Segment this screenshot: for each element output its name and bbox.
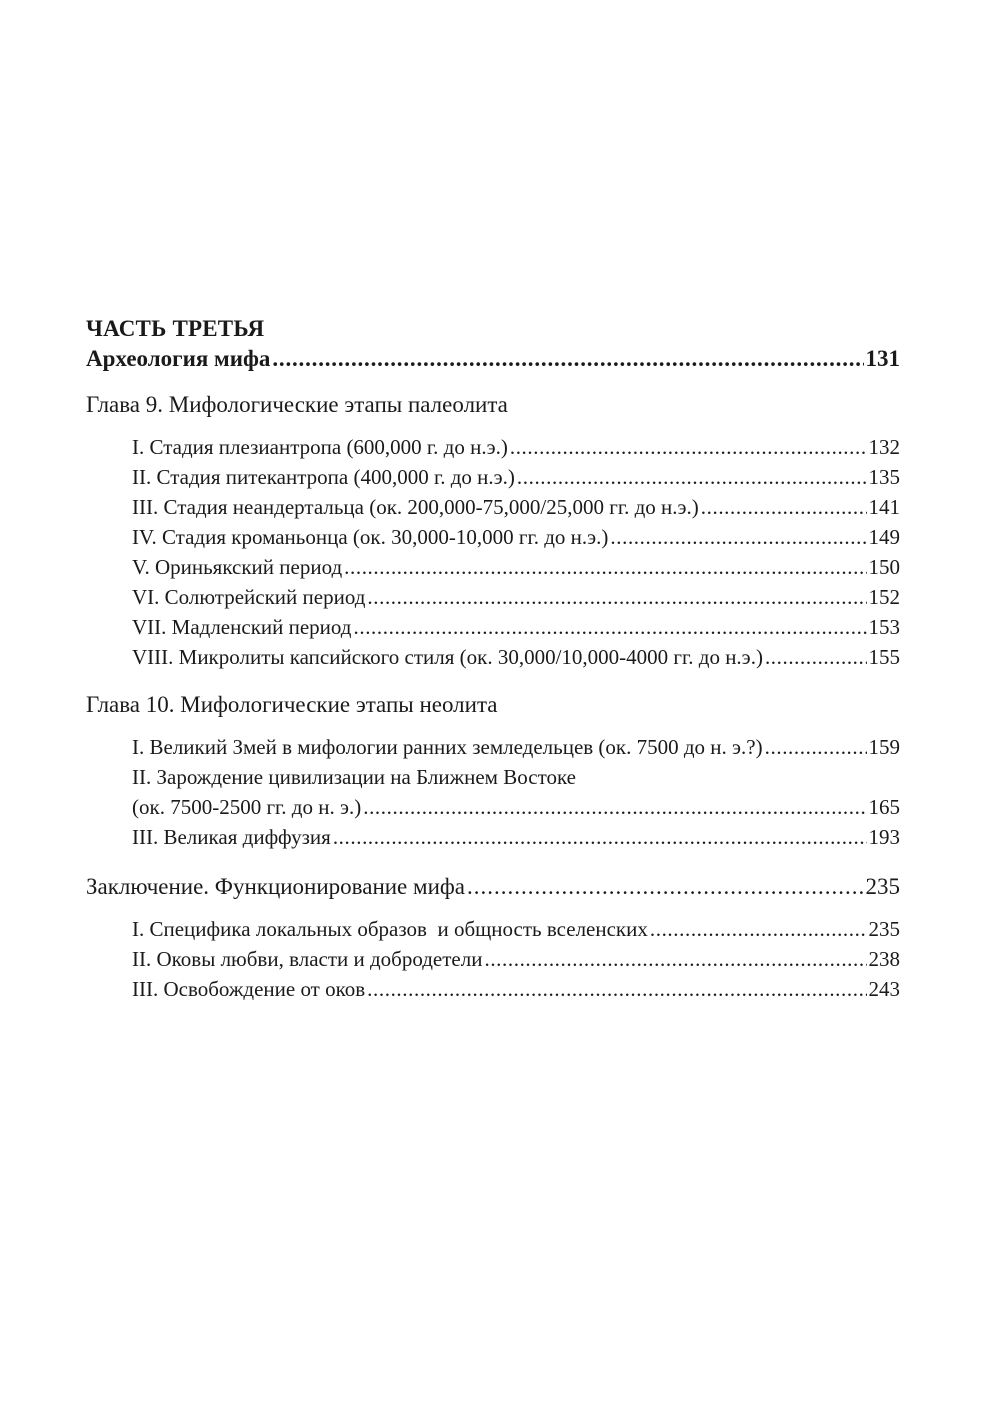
dot-leader bbox=[333, 822, 867, 852]
dot-leader bbox=[354, 612, 867, 642]
dot-leader bbox=[510, 432, 867, 462]
entry-title: II. Стадия питекантропа (400,000 г. до н.э.) bbox=[132, 465, 515, 489]
toc-entry bbox=[132, 732, 900, 762]
entry-title: III. Освобождение от оков bbox=[132, 977, 366, 1001]
toc-entry bbox=[132, 822, 900, 852]
entry-page: 153 bbox=[868, 615, 900, 639]
toc-entry bbox=[132, 522, 900, 552]
part-title-line bbox=[86, 344, 900, 374]
conclusion-title-line bbox=[86, 872, 900, 902]
chapter-9-sections bbox=[132, 432, 900, 672]
toc-entry bbox=[132, 432, 900, 462]
conclusion-page: 235 bbox=[865, 874, 900, 899]
table-of-contents bbox=[86, 314, 900, 1004]
entry-title-line-1: II. Зарождение цивилизации на Ближнем Востоке bbox=[132, 765, 576, 789]
entry-title: III. Великая диффузия bbox=[132, 825, 331, 849]
conclusion-sections bbox=[132, 914, 900, 1004]
dot-leader bbox=[701, 492, 867, 522]
chapter-9-title: Глава 9. Мифологические этапы палеолита bbox=[86, 392, 508, 417]
entry-page: 152 bbox=[868, 585, 900, 609]
entry-page: 135 bbox=[868, 465, 900, 489]
dot-leader bbox=[765, 732, 867, 762]
dot-leader bbox=[344, 552, 866, 582]
entry-title-line-2: (ок. 7500-2500 гг. до н. э.) bbox=[132, 795, 362, 819]
dot-leader bbox=[363, 792, 866, 822]
toc-entry bbox=[132, 792, 900, 822]
chapter-10-title: Глава 10. Мифологические этапы неолита bbox=[86, 692, 498, 717]
entry-title: VIII. Микролиты капсийского стиля (ок. 30,000/10,000-4000 гг. до н.э.) bbox=[132, 645, 763, 669]
entry-page: 238 bbox=[868, 947, 900, 971]
toc-entry bbox=[132, 462, 900, 492]
toc-entry bbox=[132, 642, 900, 672]
entry-page: 243 bbox=[868, 977, 900, 1001]
entry-page: 149 bbox=[868, 525, 900, 549]
dot-leader bbox=[467, 872, 864, 902]
entry-title: III. Стадия неандертальца (ок. 200,000-75,000/25,000 гг. до н.э.) bbox=[132, 495, 699, 519]
part-page: 131 bbox=[865, 346, 900, 371]
dot-leader bbox=[650, 914, 867, 944]
toc-entry bbox=[132, 492, 900, 522]
part-title: Археология мифа bbox=[86, 346, 271, 371]
toc-entry bbox=[132, 582, 900, 612]
dot-leader bbox=[484, 944, 866, 974]
dot-leader bbox=[367, 582, 866, 612]
entry-page: 235 bbox=[868, 917, 900, 941]
conclusion-title: Заключение. Функционирование мифа bbox=[86, 874, 465, 899]
dot-leader bbox=[272, 344, 863, 374]
entry-title: VI. Солютрейский период bbox=[132, 585, 366, 609]
toc-entry bbox=[132, 974, 900, 1004]
dot-leader bbox=[610, 522, 866, 552]
entry-title: I. Великий Змей в мифологии ранних земледельцев (ок. 7500 до н. э.?) bbox=[132, 735, 763, 759]
entry-page: 165 bbox=[868, 795, 900, 819]
entry-title: I. Специфика локальных образов и общность вселенских bbox=[132, 917, 648, 941]
chapter-10-sections bbox=[132, 732, 900, 852]
part-label: ЧАСТЬ ТРЕТЬЯ bbox=[86, 316, 265, 341]
dot-leader bbox=[367, 974, 866, 1004]
entry-page: 141 bbox=[868, 495, 900, 519]
entry-page: 132 bbox=[868, 435, 900, 459]
entry-title: II. Оковы любви, власти и добродетели bbox=[132, 947, 483, 971]
toc-entry bbox=[132, 914, 900, 944]
entry-title: V. Ориньякский период bbox=[132, 555, 343, 579]
entry-page: 150 bbox=[868, 555, 900, 579]
toc-entry bbox=[132, 552, 900, 582]
dot-leader bbox=[765, 642, 867, 672]
entry-page: 155 bbox=[868, 645, 900, 669]
dot-leader bbox=[517, 462, 867, 492]
entry-title: VII. Мадленский период bbox=[132, 615, 352, 639]
entry-page: 159 bbox=[868, 735, 900, 759]
toc-entry bbox=[132, 612, 900, 642]
entry-page: 193 bbox=[868, 825, 900, 849]
toc-entry bbox=[132, 944, 900, 974]
entry-title: I. Стадия плезиантропа (600,000 г. до н.э.) bbox=[132, 435, 508, 459]
entry-title: IV. Стадия кроманьонца (ок. 30,000-10,000 гг. до н.э.) bbox=[132, 525, 609, 549]
